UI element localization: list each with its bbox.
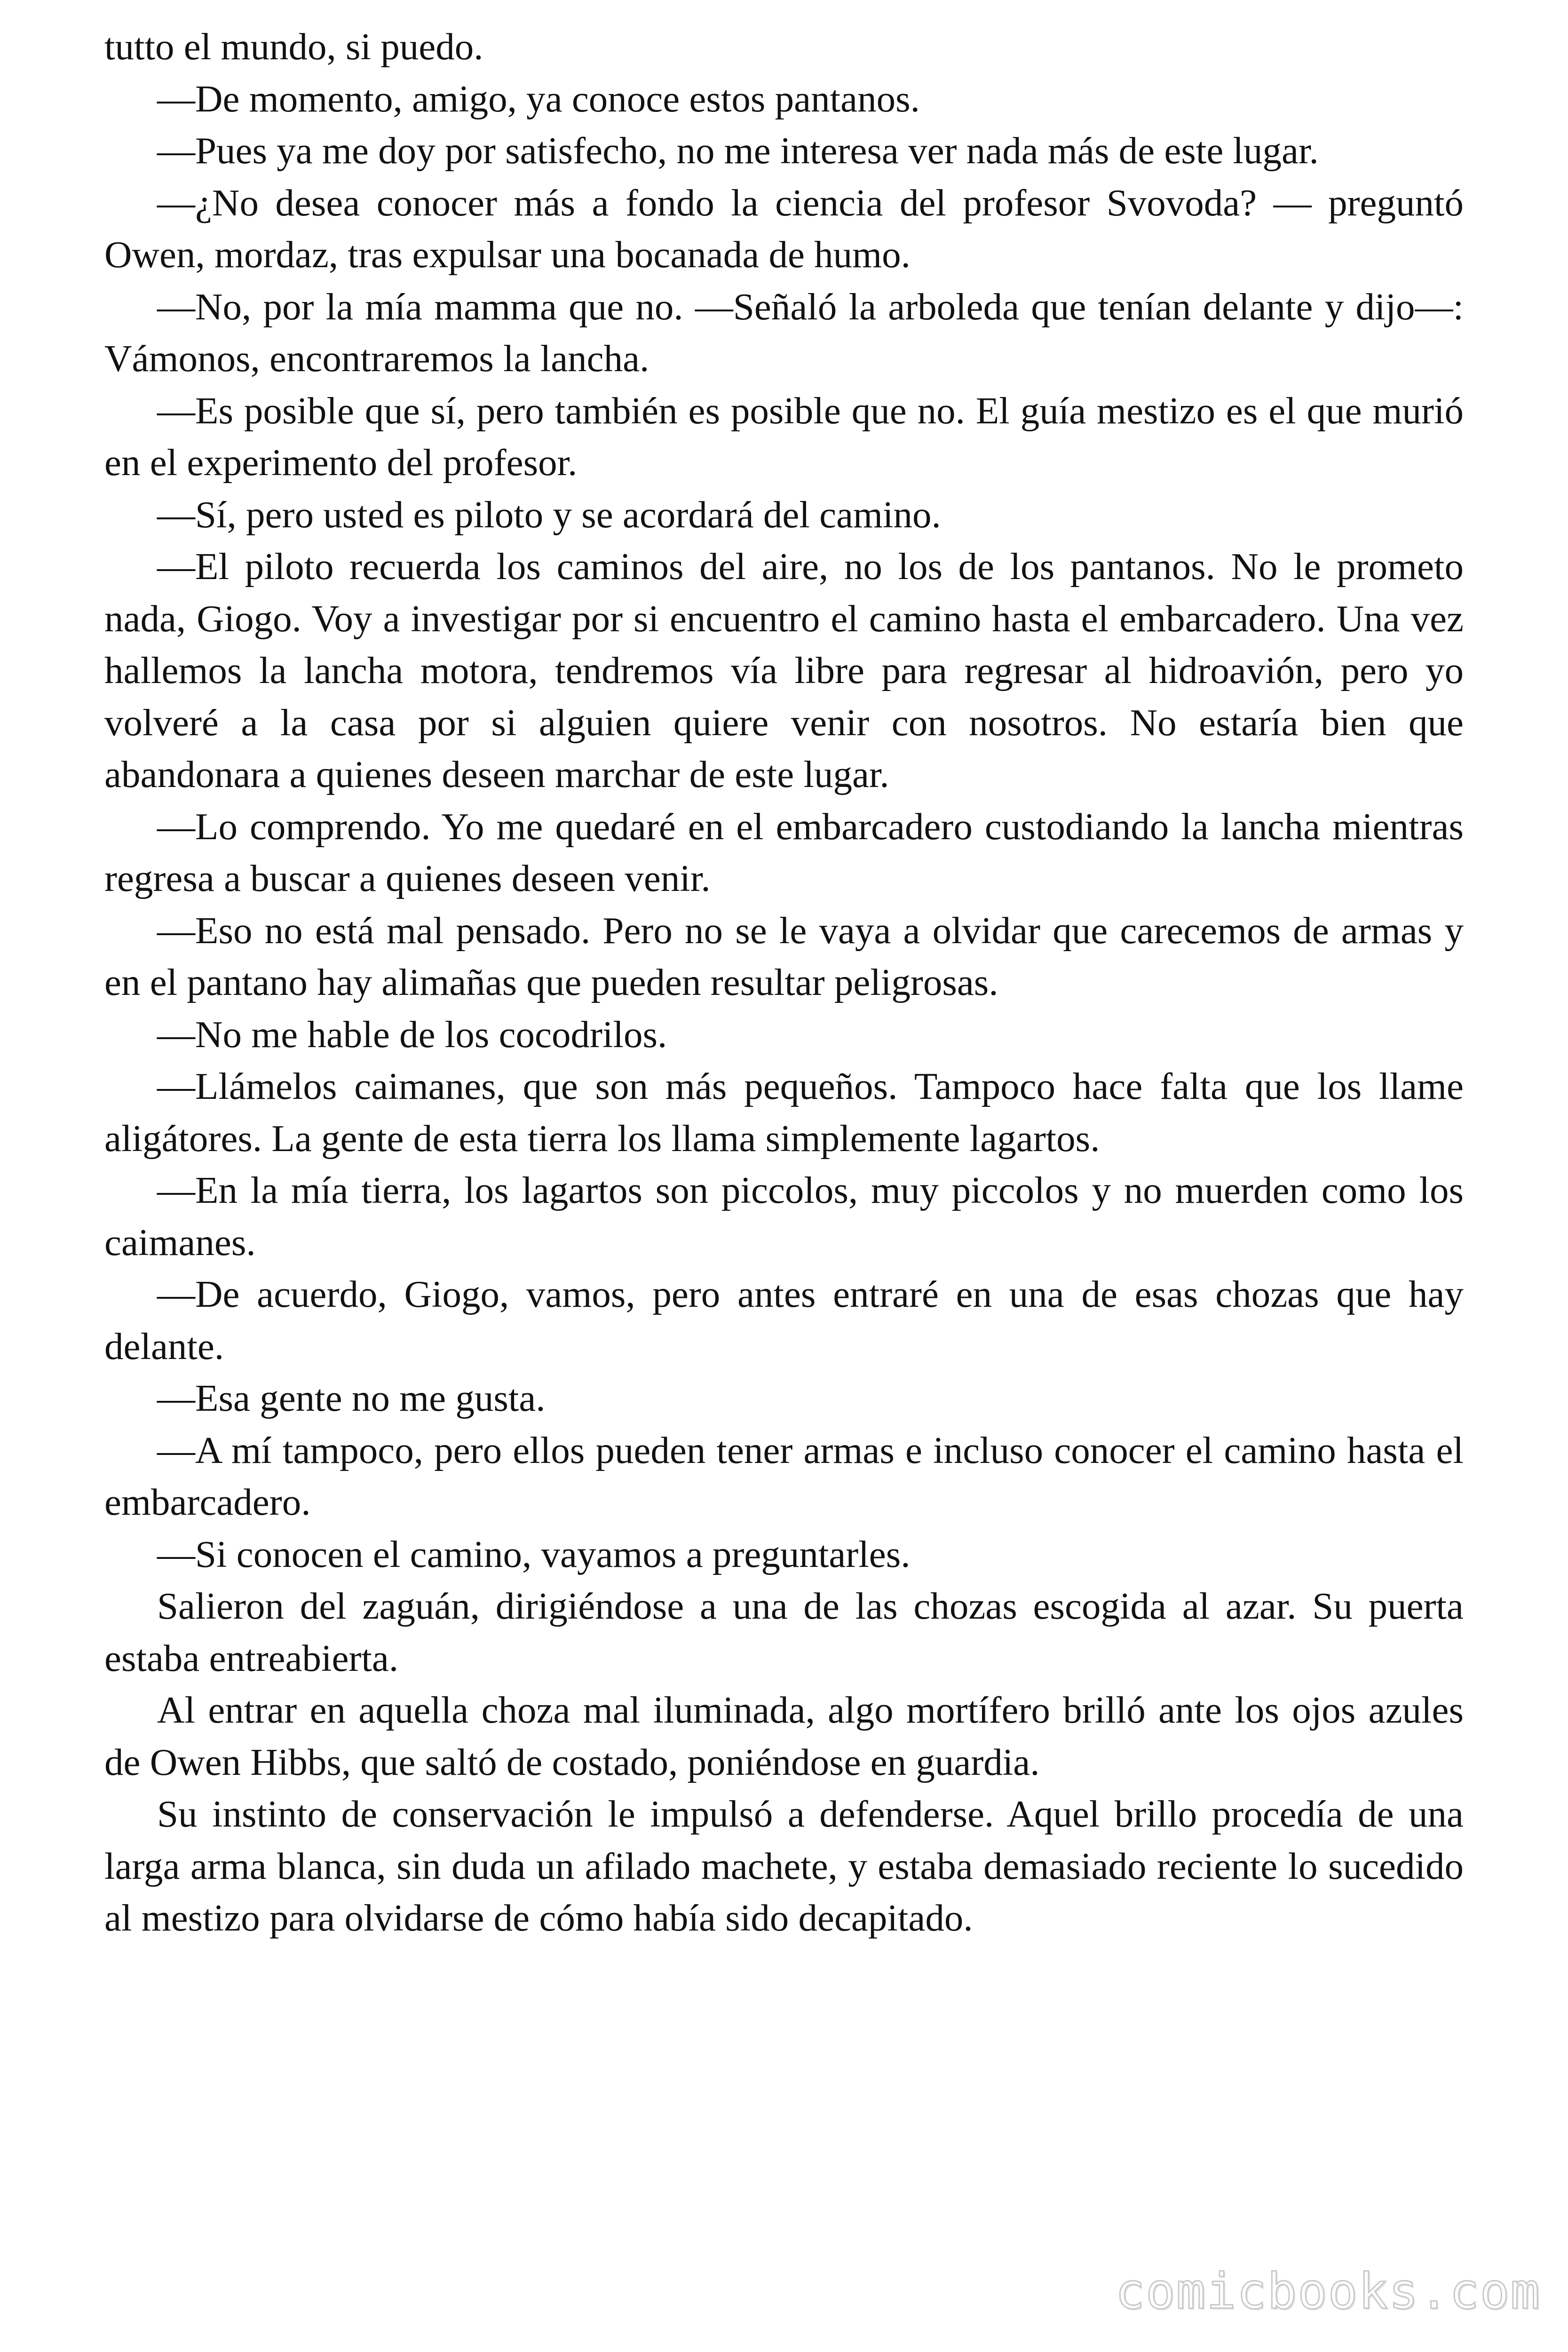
paragraph: Salieron del zaguán, dirigiéndose a una de las chozas escogida al azar. Su puerta estaba entreabierta. (104, 1585, 1464, 1679)
paragraph: —A mí tampoco, pero ellos pueden tener armas e incluso conocer el camino hasta el embarcadero. (104, 1429, 1464, 1523)
paragraph: —Pues ya me doy por satisfecho, no me interesa ver nada más de este lugar. (157, 129, 1319, 172)
paragraph: —¿No desea conocer más a fondo la ciencia del profesor Svovoda? — preguntó Owen, mordaz, tras expulsar una bocanada de humo. (104, 181, 1464, 276)
watermark: comicbooks.com (1115, 2263, 1541, 2320)
body-text (104, 21, 1464, 1944)
paragraph: —De momento, amigo, ya conoce estos pantanos. (157, 77, 920, 120)
paragraph: —Eso no está mal pensado. Pero no se le vaya a olvidar que carecemos de armas y en el pantano hay alimañas que pueden resultar peligrosas. (104, 909, 1464, 1003)
paragraph: —De acuerdo, Giogo, vamos, pero antes entraré en una de esas chozas que hay delante. (104, 1273, 1464, 1367)
paragraph: —En la mía tierra, los lagartos son piccolos, muy piccolos y no muerden como los caimanes. (104, 1169, 1464, 1263)
paragraph: —No me hable de los cocodrilos. (157, 1013, 667, 1056)
paragraph: —Esa gente no me gusta. (157, 1377, 546, 1419)
paragraph: —No, por la mía mamma que no. —Señaló la arboleda que tenían delante y dijo—: Vámonos, encontraremos la lancha. (104, 285, 1464, 380)
paragraph: —Sí, pero usted es piloto y se acordará del camino. (157, 493, 941, 536)
paragraph: —Lo comprendo. Yo me quedaré en el embarcadero custodiando la lancha mientras regresa a buscar a quienes deseen venir. (104, 805, 1464, 899)
paragraph: —El piloto recuerda los caminos del aire, no los de los pantanos. No le prometo nada, Giogo. Voy a investigar por si encuentro el camino hasta el embarcadero. Una vez hallemos la lancha motora, tendremos vía libre para regresar al hidroavión, pero yo volveré a la casa por si alguien quiere venir con nosotros. No estaría bien que abandonara a quienes deseen marchar de este lugar. (104, 545, 1464, 795)
paragraph: —Si conocen el camino, vayamos a preguntarles. (157, 1533, 911, 1575)
paragraph: Su instinto de conservación le impulsó a defenderse. Aquel brillo procedía de una larga arma blanca, sin duda un afilado machete, y estaba demasiado reciente lo sucedido al mestizo para olvidarse de cómo había sido decapitado. (104, 1793, 1464, 1939)
paragraph-continuation: tutto el mundo, si puedo. (104, 25, 483, 68)
paragraph: —Llámelos caimanes, que son más pequeños. Tampoco hace falta que los llame aligátores. La gente de esta tierra los llama simplemente lagartos. (104, 1065, 1464, 1160)
paragraph: —Es posible que sí, pero también es posible que no. El guía mestizo es el que murió en el experimento del profesor. (104, 389, 1464, 484)
paragraph: Al entrar en aquella choza mal iluminada, algo mortífero brilló ante los ojos azules de Owen Hibbs, que saltó de costado, poniéndose en guardia. (104, 1689, 1464, 1783)
